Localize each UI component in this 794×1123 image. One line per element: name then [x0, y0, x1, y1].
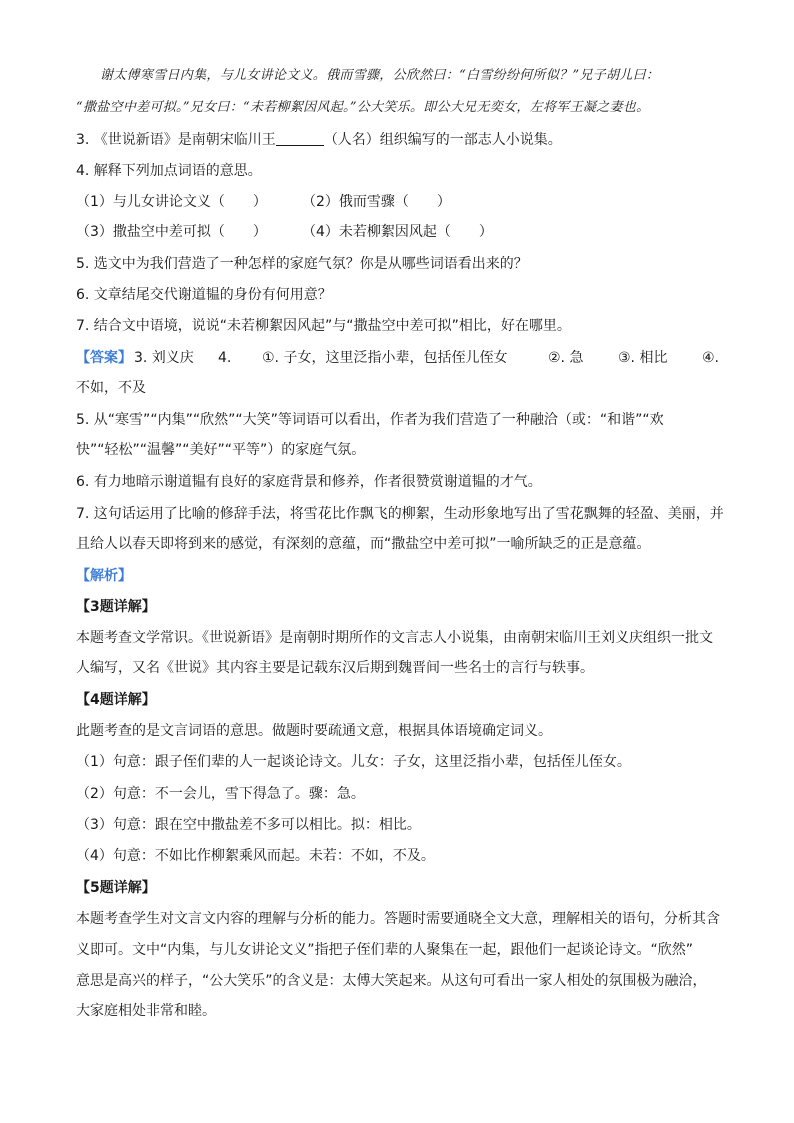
answer-tag: 【答案】 [76, 350, 132, 366]
analysis-4-line-1: 此题考查的是文言词语的意思。做题时要疏通文意，根据具体语境确定词义。 [76, 723, 552, 739]
analysis-5-line-3: 意思是高兴的样子，“公大笑乐”的含义是：太傅大笑起来。从这句可看出一家人相处的氛围极为融洽， [76, 973, 707, 989]
answer-3: 3. 刘义庆 [134, 350, 194, 366]
answer-4-item-2: ②. 急 [548, 350, 584, 366]
analysis-3-line-2: 人编写，又名《世说》其内容主要是记载东汉后期到魏晋间一些名士的言行与轶事。 [76, 660, 594, 676]
analysis-3-heading: 【3题详解】 [76, 599, 156, 615]
question-7: 7. 结合文中语境，说说“未若柳絮因风起”与“撒盐空中差可拟”相比，好在哪里。 [76, 318, 571, 334]
answer-4-item-3: ③. 相比 [618, 350, 668, 366]
analysis-5-line-4: 大家庭相处非常和睦。 [76, 1003, 216, 1019]
answer-4-item-4-text: 不如，不及 [76, 380, 146, 396]
analysis-5-line-1: 本题考查学生对文言文内容的理解与分析的能力。答题时需要通晓全文大意，理解相关的语句，分析其含 [76, 911, 720, 927]
analysis-5-heading: 【5题详解】 [76, 880, 156, 896]
question-4-option-4: （4）未若柳絮因风起（ ） [302, 224, 493, 240]
analysis-4-line-4: （3）句意：跟在空中撒盐差不多可以相比。拟：相比。 [76, 817, 421, 833]
question-6: 6. 文章结尾交代谢道韫的身份有何用意？ [76, 287, 332, 303]
question-4-option-1: （1）与儿女讲论文义（ ） [76, 194, 267, 210]
analysis-4-line-5: （4）句意：不如比作柳絮乘风而起。未若：不如，不及。 [76, 848, 435, 864]
question-3-text-a: 3. 《世说新语》是南朝宋临川王 [76, 132, 276, 148]
analysis-3-line-1: 本题考查文学常识。《世说新语》是南朝时期所作的文言志人小说集，由南朝宋临川王刘义庆组织一批文 [76, 630, 713, 646]
answer-4-item-4: ④. [702, 350, 720, 366]
answer-7-line-1: 7. 这句话运用了比喻的修辞手法，将雪花比作飘飞的柳絮，生动形象地写出了雪花飘舞的轻盈、美丽，并 [76, 506, 724, 522]
question-5: 5. 选文中为我们营造了一种怎样的家庭气氛？你是从哪些词语看出来的？ [76, 256, 528, 272]
analysis-4-heading: 【4题详解】 [76, 692, 156, 708]
answer-4-item-1: ①. 子女，这里泛指小辈，包括侄儿侄女 [262, 350, 508, 366]
analysis-tag: 【解析】 [76, 568, 132, 584]
answer-blank[interactable] [276, 131, 324, 146]
question-3-text-b: （人名）组织编写的一部志人小说集。 [323, 132, 562, 148]
analysis-5-line-2: 义即可。文中“内集，与儿女讲论文义”指把子侄们辈的人聚集在一起，跟他们一起谈论诗文。“欣然” [76, 942, 694, 958]
question-4-option-2: （2）俄而雪骤（ ） [302, 194, 451, 210]
answer-4-number: 4. [218, 350, 232, 366]
answer-5-line-2: 快”“轻松”“温馨”“美好”“平等”）的家庭气氛。 [76, 442, 366, 458]
answer-5-line-1: 5. 从“寒雪”“内集”“欣然”“大笑”等词语可以看出，作者为我们营造了一种融洽（或：“和谐”“欢 [76, 412, 664, 428]
answer-7-line-2: 且给人以春天即将到来的感觉，有深刻的意蕴，而“撒盐空中差可拟”一喻所缺乏的正是意蕴。 [76, 536, 651, 552]
passage-line-1: 谢太傅寒雪日内集，与儿女讲论文义。俄而雪骤，公欣然曰：“白雪纷纷何所似？”兄子胡儿曰： [100, 68, 660, 83]
analysis-4-line-2: （1）句意：跟子侄们辈的人一起谈论诗文。儿女：子女，这里泛指小辈，包括侄儿侄女。 [76, 754, 631, 770]
question-4-option-3: （3）撒盐空中差可拟（ ） [76, 224, 267, 240]
answer-6: 6. 有力地暗示谢道韫有良好的家庭背景和修养，作者很赞赏谢道韫的才气。 [76, 474, 542, 490]
analysis-4-line-3: （2）句意：不一会儿，雪下得急了。骤：急。 [76, 786, 365, 802]
question-3 [76, 130, 726, 150]
question-4: 4. 解释下列加点词语的意思。 [76, 163, 262, 179]
passage-line-2: “撒盐空中差可拟。”兄女曰：“未若柳絮因风起。”公大笑乐。即公大兄无奕女，左将军王凝之妻也。 [76, 100, 650, 115]
